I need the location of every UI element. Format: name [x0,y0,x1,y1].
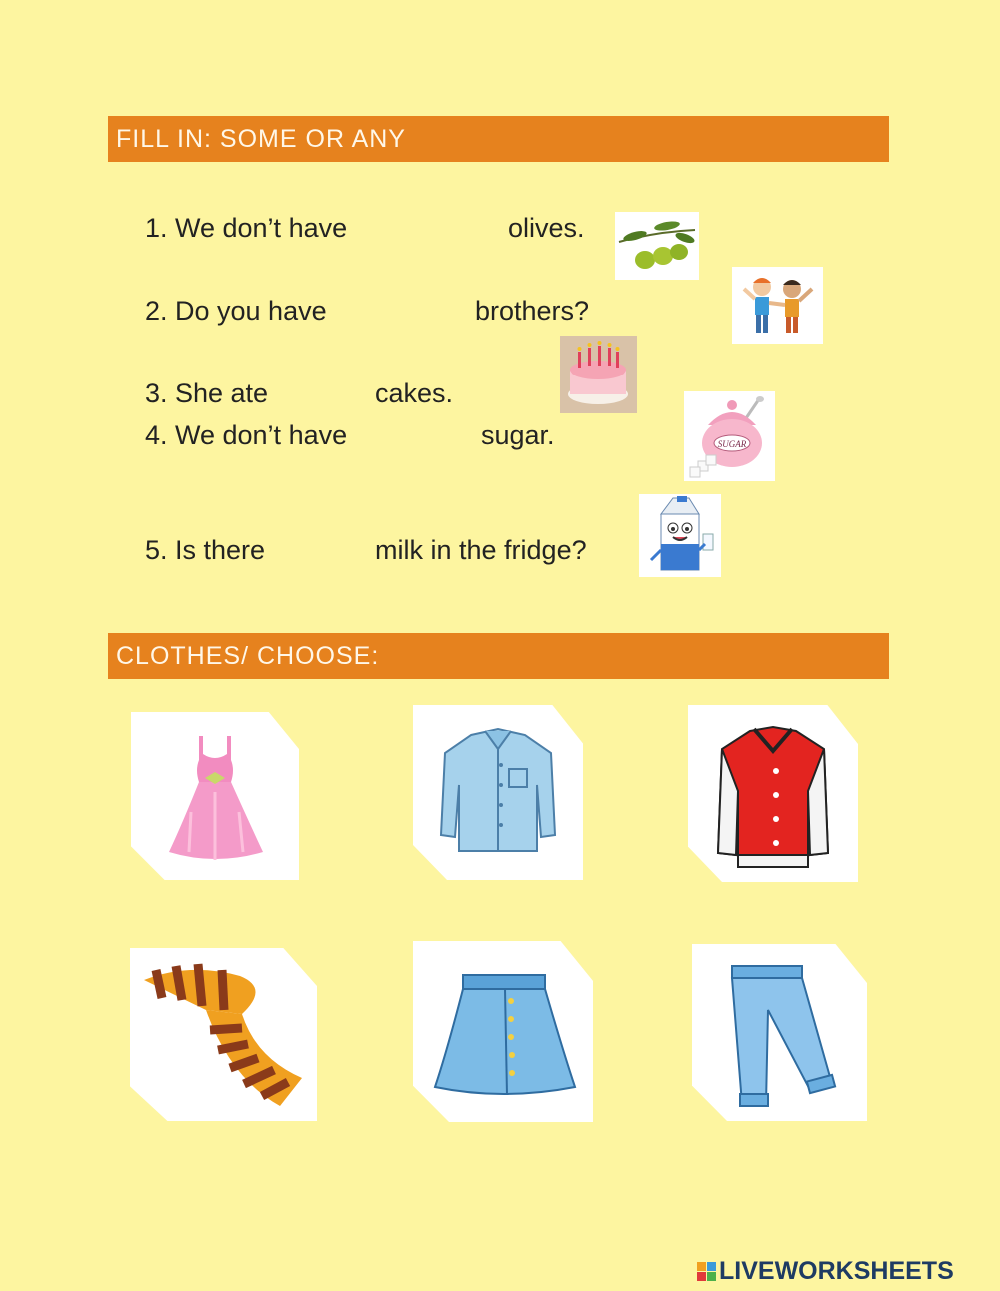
answer-blank[interactable] [395,420,475,450]
liveworksheets-logo [697,1258,954,1284]
section-header-clothes [108,633,889,679]
section-title: CLOTHES/ CHOOSE: [116,641,380,670]
section-title: FILL IN: SOME OR ANY [116,124,406,153]
jeans-icon [692,944,867,1121]
scarf-card[interactable] [130,948,317,1121]
olives-image [615,212,699,280]
question-number: 5. [145,535,168,565]
answer-blank[interactable] [290,378,370,408]
cake-image [560,336,637,413]
question-number: 1. [145,213,168,243]
milk-carton-image [639,494,721,577]
dress-card[interactable] [131,712,299,880]
answer-blank[interactable] [395,213,500,243]
answer-blank[interactable] [365,296,470,326]
question-number: 3. [145,378,168,408]
logo-mark-icon [697,1262,716,1281]
question-text: She ate [175,378,269,408]
question-text: We don’t have [175,213,348,243]
question-tail: milk in the fridge? [375,535,587,565]
question-tail: cakes. [375,378,454,408]
question-tail: sugar. [481,420,555,450]
jeans-card[interactable] [692,944,867,1121]
question-tail: olives. [508,213,585,243]
sugar-label: SUGAR [717,439,747,449]
question-number: 4. [145,420,168,450]
jacket-card[interactable] [688,705,858,882]
section-header-fill-in [108,116,889,162]
question-number: 2. [145,296,168,326]
brothers-image [732,267,823,344]
dress-icon [131,712,299,880]
question-tail: brothers? [475,296,590,326]
shirt-icon [413,705,583,880]
question-text: We don’t have [175,420,348,450]
jacket-icon [688,705,858,882]
scarf-icon [130,948,317,1121]
skirt-icon [413,941,593,1122]
shirt-card[interactable] [413,705,583,880]
skirt-card[interactable] [413,941,593,1122]
sugar-bowl-image [684,391,775,481]
question-text: Is there [175,535,266,565]
logo-text: LIVEWORKSHEETS [719,1256,954,1285]
answer-blank[interactable] [281,535,369,565]
question-text: Do you have [175,296,327,326]
